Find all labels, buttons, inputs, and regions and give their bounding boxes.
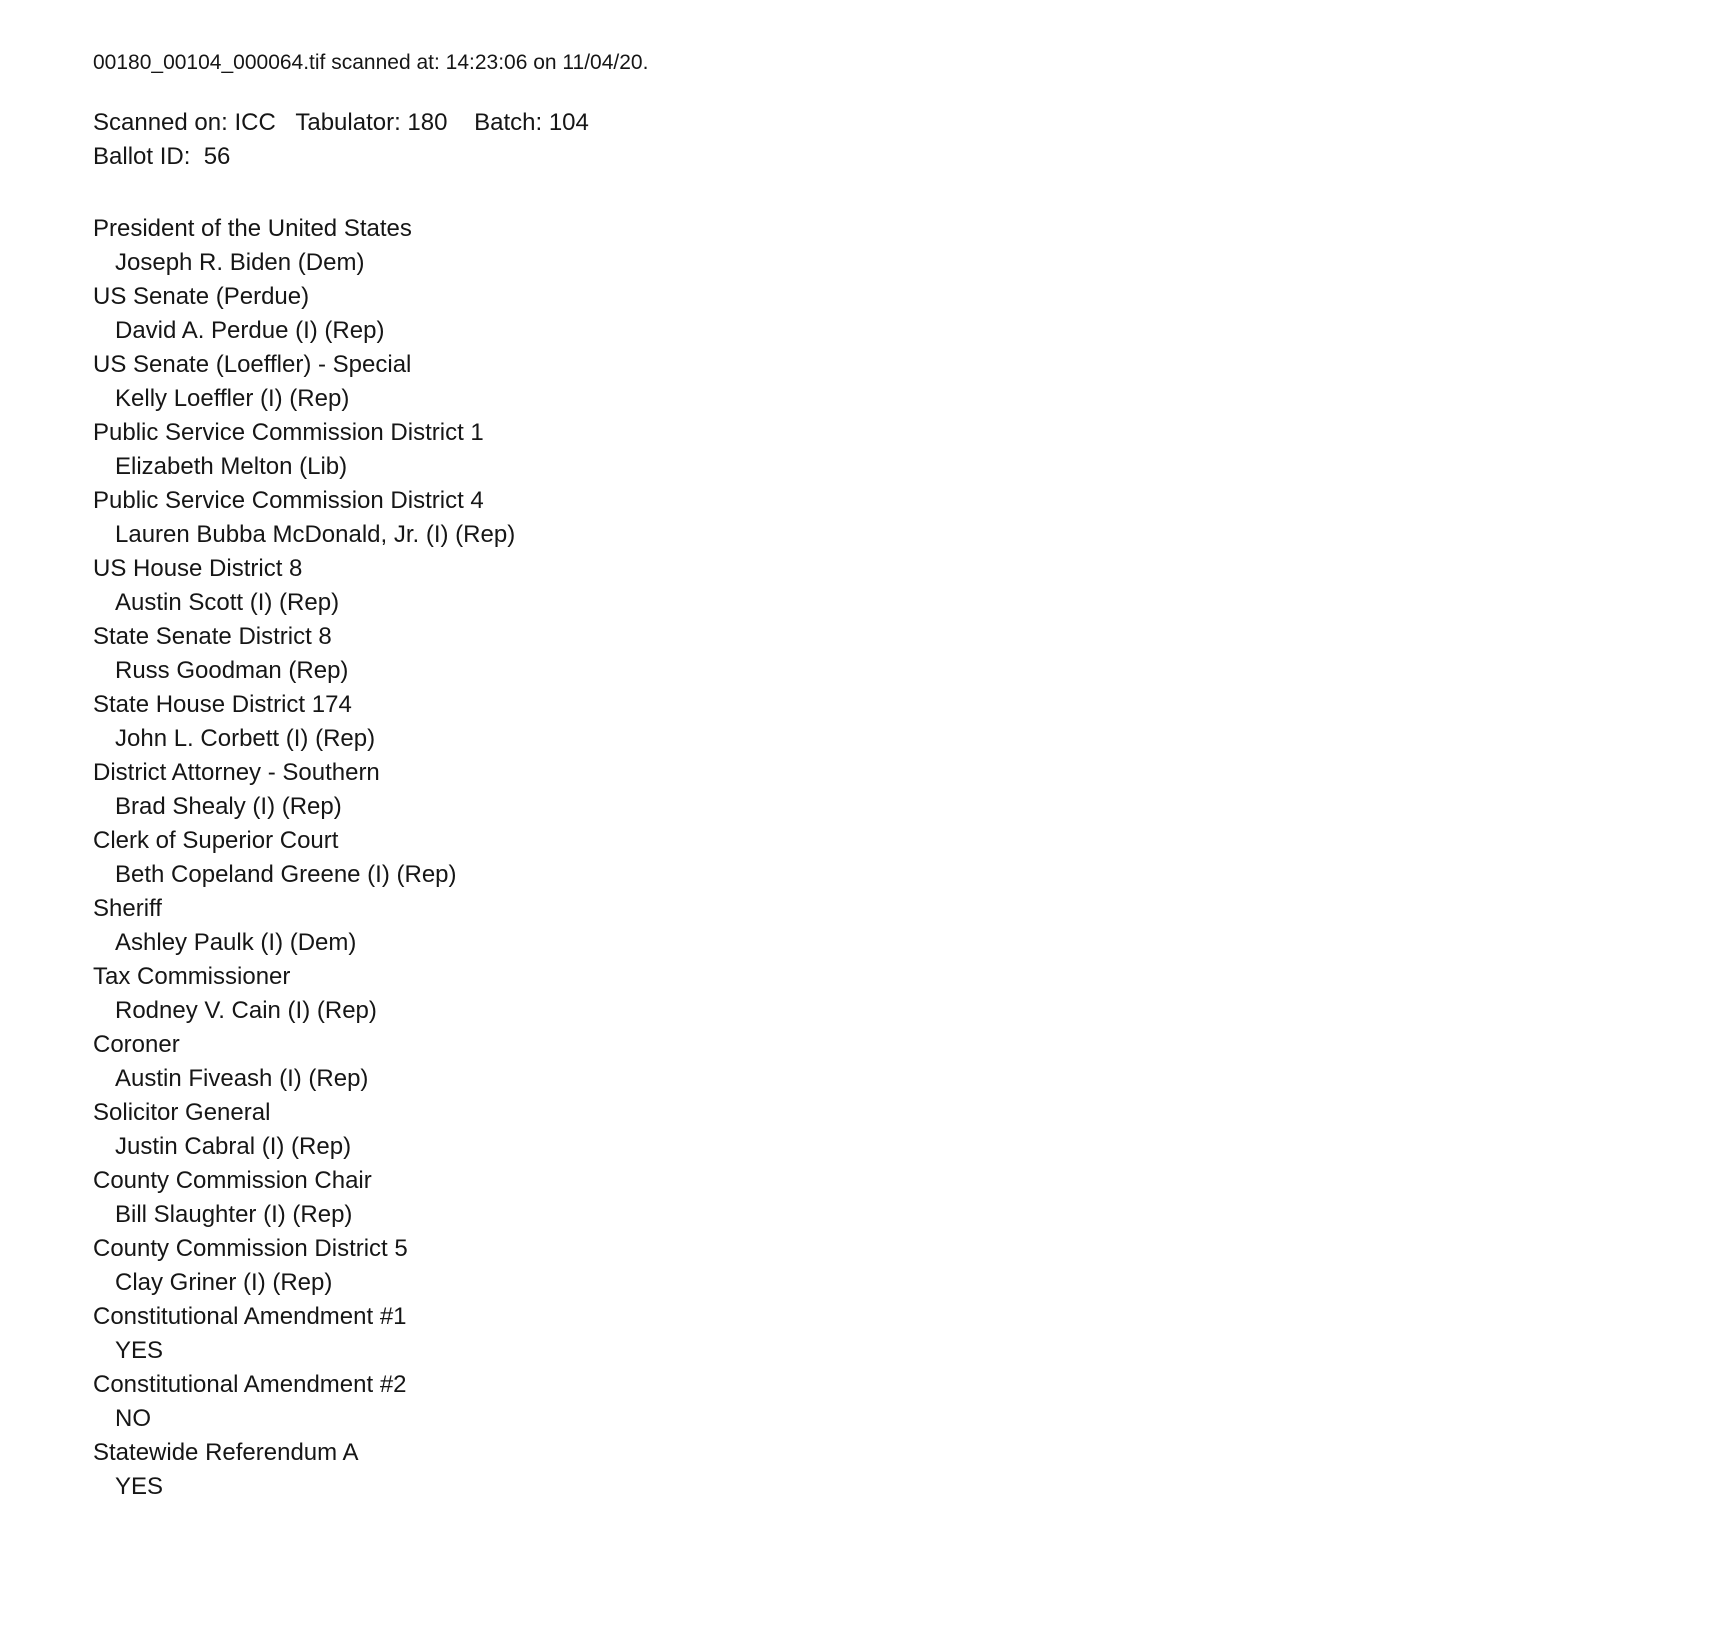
contest-selection: Brad Shealy (I) (Rep) [115, 793, 342, 820]
contest-office: District Attorney - Southern [93, 759, 380, 786]
contest-row [93, 416, 1671, 484]
contest-office: Constitutional Amendment #2 [93, 1371, 407, 1398]
contest-selection: Beth Copeland Greene (I) (Rep) [115, 861, 457, 888]
contest-office: County Commission Chair [93, 1167, 372, 1194]
contest-selection: Kelly Loeffler (I) (Rep) [115, 385, 350, 412]
contest-selection: Elizabeth Melton (Lib) [115, 453, 348, 480]
contest-row [93, 620, 1671, 688]
contest-office: County Commission District 5 [93, 1235, 408, 1262]
scan-info-line: Scanned on: ICC Tabulator: 180 Batch: 104 [93, 109, 589, 136]
scan-meta-block [93, 106, 1671, 174]
contest-row [93, 1164, 1671, 1232]
contest-office: Constitutional Amendment #1 [93, 1303, 407, 1330]
contest-office: Public Service Commission District 1 [93, 419, 484, 446]
contest-row [93, 688, 1671, 756]
contest-office: Solicitor General [93, 1099, 271, 1126]
contest-row [93, 756, 1671, 824]
scan-filename-line: 00180_00104_000064.tif scanned at: 14:23:06 on 11/04/20. [93, 51, 649, 74]
contest-office: Public Service Commission District 4 [93, 487, 484, 514]
contest-office: Sheriff [93, 895, 162, 922]
contest-row [93, 552, 1671, 620]
contest-list [93, 212, 1671, 1504]
contest-row [93, 1436, 1671, 1504]
contest-row [93, 824, 1671, 892]
contest-selection: YES [115, 1473, 164, 1500]
contest-selection: Lauren Bubba McDonald, Jr. (I) (Rep) [115, 521, 516, 548]
contest-selection: YES [115, 1337, 164, 1364]
contest-row [93, 1300, 1671, 1368]
contest-row [93, 960, 1671, 1028]
contest-selection: Clay Griner (I) (Rep) [115, 1269, 333, 1296]
contest-office: Coroner [93, 1031, 180, 1058]
contest-selection: Justin Cabral (I) (Rep) [115, 1133, 352, 1160]
contest-row [93, 348, 1671, 416]
contest-row [93, 892, 1671, 960]
contest-office: US House District 8 [93, 555, 303, 582]
contest-selection: Rodney V. Cain (I) (Rep) [115, 997, 377, 1024]
contest-selection: Joseph R. Biden (Dem) [115, 249, 365, 276]
contest-office: US Senate (Loeffler) - Special [93, 351, 412, 378]
contest-row [93, 212, 1671, 280]
contest-office: State House District 174 [93, 691, 352, 718]
contest-office: President of the United States [93, 215, 412, 242]
contest-selection: John L. Corbett (I) (Rep) [115, 725, 376, 752]
contest-selection: Austin Fiveash (I) (Rep) [115, 1065, 369, 1092]
contest-office: US Senate (Perdue) [93, 283, 310, 310]
contest-selection: Austin Scott (I) (Rep) [115, 589, 340, 616]
contest-office: Tax Commissioner [93, 963, 291, 990]
contest-row [93, 1368, 1671, 1436]
contest-office: State Senate District 8 [93, 623, 332, 650]
contest-row [93, 1232, 1671, 1300]
contest-office: Clerk of Superior Court [93, 827, 339, 854]
contest-selection: David A. Perdue (I) (Rep) [115, 317, 385, 344]
contest-selection: Ashley Paulk (I) (Dem) [115, 929, 357, 956]
contest-selection: Bill Slaughter (I) (Rep) [115, 1201, 353, 1228]
contest-row [93, 280, 1671, 348]
contest-selection: Russ Goodman (Rep) [115, 657, 349, 684]
contest-selection: NO [115, 1405, 151, 1432]
contest-row [93, 1028, 1671, 1096]
contest-office: Statewide Referendum A [93, 1439, 359, 1466]
contest-row [93, 484, 1671, 552]
ballot-id-line: Ballot ID: 56 [93, 143, 231, 170]
contest-row [93, 1096, 1671, 1164]
